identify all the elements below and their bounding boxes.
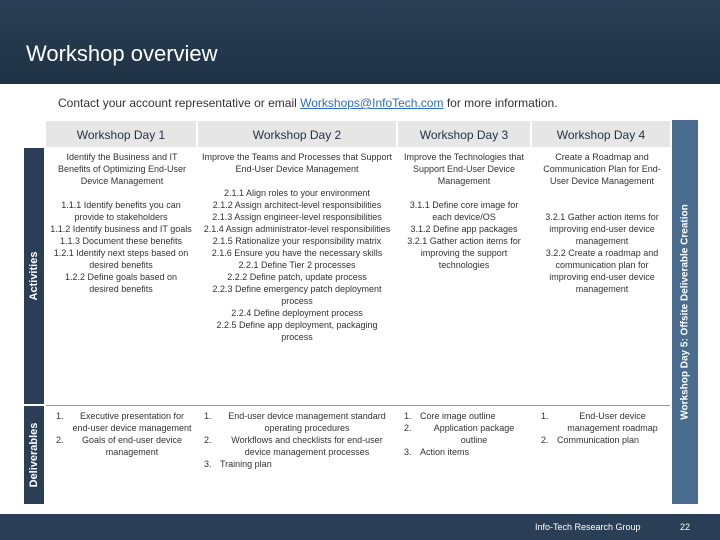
day-4-activities bbox=[536, 211, 668, 295]
day-5-side-bar bbox=[672, 120, 698, 504]
list-item bbox=[541, 434, 668, 446]
page-title: Workshop overview bbox=[26, 41, 218, 66]
day-2-deliverables bbox=[204, 410, 394, 470]
list-item: 1.1.1 Identify benefits you can provide to stakeholders bbox=[61, 200, 181, 222]
footer-brand: Info-Tech Research Group bbox=[535, 522, 641, 532]
row-divider bbox=[46, 405, 670, 406]
list-text: Action items bbox=[420, 447, 470, 457]
list-item: 1.2.2 Define goals based on desired benefits bbox=[64, 272, 178, 294]
list-item: 1.2.1 Identify next steps based on desired benefits bbox=[53, 248, 189, 270]
list-item: 1.1.2 Identify business and IT goals bbox=[50, 224, 192, 234]
contact-line bbox=[58, 96, 558, 110]
list-text: End-User device management roadmap bbox=[567, 411, 658, 433]
list-item: 2.2.1 Define Tier 2 processes bbox=[238, 260, 356, 270]
list-item: 3.2.1 Gather action items for improving end-user device management bbox=[545, 212, 659, 246]
list-text: Core image outline bbox=[420, 411, 496, 421]
list-item bbox=[56, 410, 192, 434]
list-item: 3.2.2 Create a roadmap and communication plan for improving end-user device management bbox=[545, 248, 659, 294]
list-item: 3.2.1 Gather action items for improving the support technologies bbox=[407, 236, 521, 270]
day-1-deliverables bbox=[56, 410, 192, 458]
day-3-activities bbox=[400, 199, 528, 271]
contact-prefix: Contact your account representative or email bbox=[58, 96, 301, 110]
list-text: Training plan bbox=[220, 459, 272, 469]
activities-row-label bbox=[24, 148, 44, 404]
day-2-heading: Improve the Teams and Processes that Support End-User Device Management bbox=[202, 152, 392, 174]
column-header-day-3: Workshop Day 3 bbox=[398, 121, 530, 147]
activities-label: Activities bbox=[28, 251, 40, 301]
list-item bbox=[204, 458, 394, 470]
day-4-deliverables bbox=[541, 410, 668, 446]
list-number: 1. bbox=[541, 411, 549, 421]
list-number: 2. bbox=[404, 423, 412, 433]
day-3-deliverables bbox=[404, 410, 528, 458]
day-1-heading: Identify the Business and IT Benefits of Optimizing End-User Device Management bbox=[57, 152, 187, 186]
column-header-day-2: Workshop Day 2 bbox=[198, 121, 396, 147]
list-number: 1. bbox=[56, 411, 64, 421]
list-number: 2. bbox=[204, 435, 212, 445]
list-item: 2.1.2 Assign architect-level responsibilities bbox=[212, 200, 382, 210]
list-text: End-user device management standard operating procedures bbox=[228, 411, 386, 433]
list-item: 2.2.5 Define app deployment, packaging process bbox=[216, 320, 378, 342]
list-item bbox=[404, 410, 528, 422]
list-item: 2.2.4 Define deployment process bbox=[231, 308, 363, 318]
list-item: 2.1.4 Assign administrator-level responsibilities bbox=[203, 224, 391, 234]
list-item: 2.1.5 Rationalize your responsibility matrix bbox=[212, 236, 382, 246]
deliverables-label: Deliverables bbox=[28, 422, 40, 488]
list-text: Application package outline bbox=[433, 423, 515, 445]
list-item bbox=[541, 410, 668, 434]
list-number: 1. bbox=[204, 411, 212, 421]
list-item: 3.1.1 Define core image for each device/OS bbox=[409, 200, 519, 222]
day-3-heading: Improve the Technologies that Support End-User Device Management bbox=[404, 152, 524, 186]
day-4-heading: Create a Roadmap and Communication Plan for End-User Device Management bbox=[543, 152, 661, 186]
list-number: 1. bbox=[404, 411, 412, 421]
column-header-day-4: Workshop Day 4 bbox=[532, 121, 670, 147]
list-text: Executive presentation for end-user device management bbox=[72, 411, 192, 433]
list-item: 2.1.3 Assign engineer-level responsibilities bbox=[212, 212, 382, 222]
list-item bbox=[404, 422, 528, 446]
list-item: 2.1.6 Ensure you have the necessary skills bbox=[211, 248, 383, 258]
contact-suffix: for more information. bbox=[443, 96, 558, 110]
list-text: Communication plan bbox=[557, 435, 640, 445]
list-item bbox=[204, 410, 394, 434]
list-item bbox=[56, 434, 192, 458]
deliverables-row-label bbox=[24, 406, 44, 504]
list-item bbox=[404, 446, 528, 458]
page-number: 22 bbox=[680, 522, 691, 532]
list-number: 3. bbox=[204, 459, 212, 469]
list-text: Goals of end-user device management bbox=[81, 435, 183, 457]
day-5-label: Workshop Day 5: Offsite Deliverable Creation bbox=[679, 204, 691, 420]
list-number: 2. bbox=[541, 435, 549, 445]
day-2-activities bbox=[202, 187, 392, 343]
list-item: 2.2.2 Define patch, update process bbox=[227, 272, 367, 282]
list-item bbox=[204, 434, 394, 458]
list-item: 2.1.1 Align roles to your environment bbox=[223, 188, 371, 198]
list-text: Workflows and checklists for end-user device management processes bbox=[231, 435, 383, 457]
list-number: 3. bbox=[404, 447, 412, 457]
list-item: 3.1.2 Define app packages bbox=[410, 224, 518, 234]
list-number: 2. bbox=[56, 435, 64, 445]
column-header-day-1: Workshop Day 1 bbox=[46, 121, 196, 147]
list-item: 2.2.3 Define emergency patch deployment process bbox=[212, 284, 382, 306]
email-link[interactable]: Workshops@InfoTech.com bbox=[300, 96, 444, 110]
day-1-activities bbox=[50, 199, 192, 295]
list-item: 1.1.3 Document these benefits bbox=[59, 236, 183, 246]
